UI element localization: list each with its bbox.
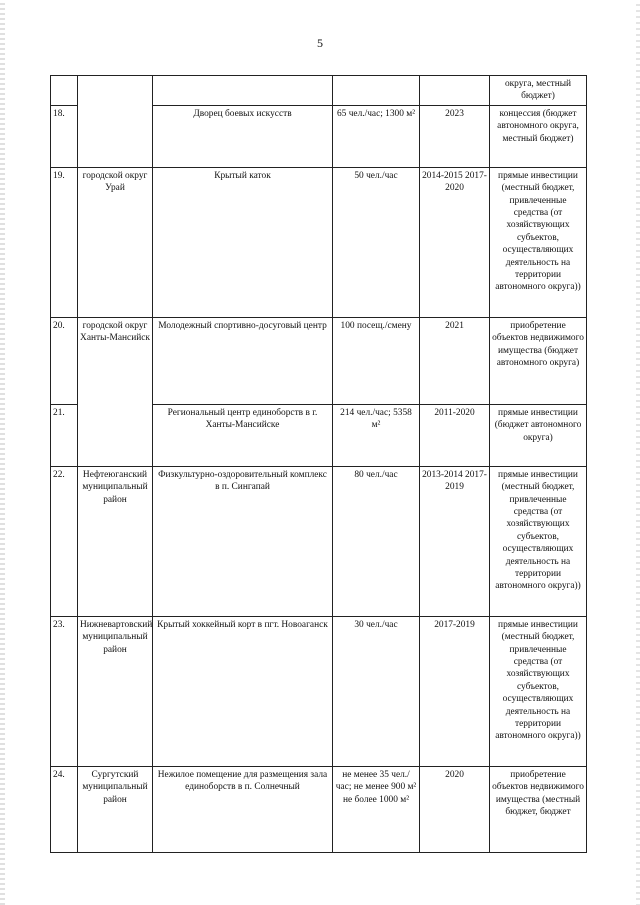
- municipality-cell: [78, 76, 153, 168]
- years-cell: 2017-2019: [420, 616, 490, 766]
- funding-source-cell: концессия (бюджет автономного округа, местный бюджет): [490, 105, 587, 167]
- row-number-cell: 19.: [51, 167, 78, 317]
- municipality-cell: Нефтеюганский муниципальный район: [78, 466, 153, 616]
- funding-source-cell: округа, местный бюджет): [490, 76, 587, 106]
- funding-source-cell: приобретение объектов недвижимого имущества (бюджет автономного округа): [490, 317, 587, 404]
- scan-edge-right: [636, 0, 640, 905]
- object-cell: Молодежный спортивно-досуговый центр: [153, 317, 333, 404]
- scan-edge-left: [0, 0, 5, 905]
- years-cell: 2014-2015 2017-2020: [420, 167, 490, 317]
- objects-table: [50, 75, 587, 853]
- funding-source-cell: прямые инвестиции (местный бюджет, привлеченные средства (от хозяйствующих субъектов, осуществляющих деятельность на территории автономного округа)): [490, 167, 587, 317]
- capacity-cell: 65 чел./час; 1300 м²: [333, 105, 420, 167]
- years-cell: 2021: [420, 317, 490, 404]
- row-number-cell: 20.: [51, 317, 78, 404]
- years-cell: 2013-2014 2017-2019: [420, 466, 490, 616]
- object-cell: Физкультурно-оздоровительный комплекс в п. Сингапай: [153, 466, 333, 616]
- object-cell: Нежилое помещение для размещения зала единоборств в п. Солнечный: [153, 766, 333, 852]
- capacity-cell: [333, 76, 420, 106]
- table-row: [51, 466, 587, 616]
- table-row: [51, 167, 587, 317]
- funding-source-cell: приобретение объектов недвижимого имущества (местный бюджет, бюджет: [490, 766, 587, 852]
- funding-source-cell: прямые инвестиции (бюджет автономного округа): [490, 404, 587, 466]
- table-row: [51, 317, 587, 404]
- table-row-continued: [51, 76, 587, 106]
- capacity-cell: 100 посещ./смену: [333, 317, 420, 404]
- capacity-cell: 214 чел./час; 5358 м²: [333, 404, 420, 466]
- municipality-cell: Сургутский муниципальный район: [78, 766, 153, 852]
- row-number-cell: 18.: [51, 105, 78, 167]
- row-number-cell: 24.: [51, 766, 78, 852]
- capacity-cell: 50 чел./час: [333, 167, 420, 317]
- years-cell: [420, 76, 490, 106]
- table-row: [51, 766, 587, 852]
- row-number-cell: 22.: [51, 466, 78, 616]
- object-cell: Крытый хоккейный корт в пгт. Новоаганск: [153, 616, 333, 766]
- object-cell: Дворец боевых искусств: [153, 105, 333, 167]
- row-number-cell: 21.: [51, 404, 78, 466]
- object-cell: [153, 76, 333, 106]
- table-row: [51, 616, 587, 766]
- funding-source-cell: прямые инвестиции (местный бюджет, привлеченные средства (от хозяйствующих субъектов, осуществляющих деятельность на территории автономного округа)): [490, 466, 587, 616]
- funding-source-cell: прямые инвестиции (местный бюджет, привлеченные средства (от хозяйствующих субъектов, осуществляющих деятельность на территории автономного округа)): [490, 616, 587, 766]
- capacity-cell: 30 чел./час: [333, 616, 420, 766]
- capacity-cell: 80 чел./час: [333, 466, 420, 616]
- page-number: 5: [317, 36, 323, 50]
- object-cell: Крытый каток: [153, 167, 333, 317]
- object-cell: Региональный центр единоборств в г. Ханты-Мансийске: [153, 404, 333, 466]
- municipality-cell: Нижневартовский муниципальный район: [78, 616, 153, 766]
- row-number-cell: [51, 76, 78, 106]
- years-cell: 2011-2020: [420, 404, 490, 466]
- years-cell: 2023: [420, 105, 490, 167]
- row-number-cell: 23.: [51, 616, 78, 766]
- capacity-cell: не менее 35 чел./час; не менее 900 м² не более 1000 м²: [333, 766, 420, 852]
- municipality-cell: городской округ Урай: [78, 167, 153, 317]
- municipality-cell: городской округ Ханты-Мансийск: [78, 317, 153, 466]
- years-cell: 2020: [420, 766, 490, 852]
